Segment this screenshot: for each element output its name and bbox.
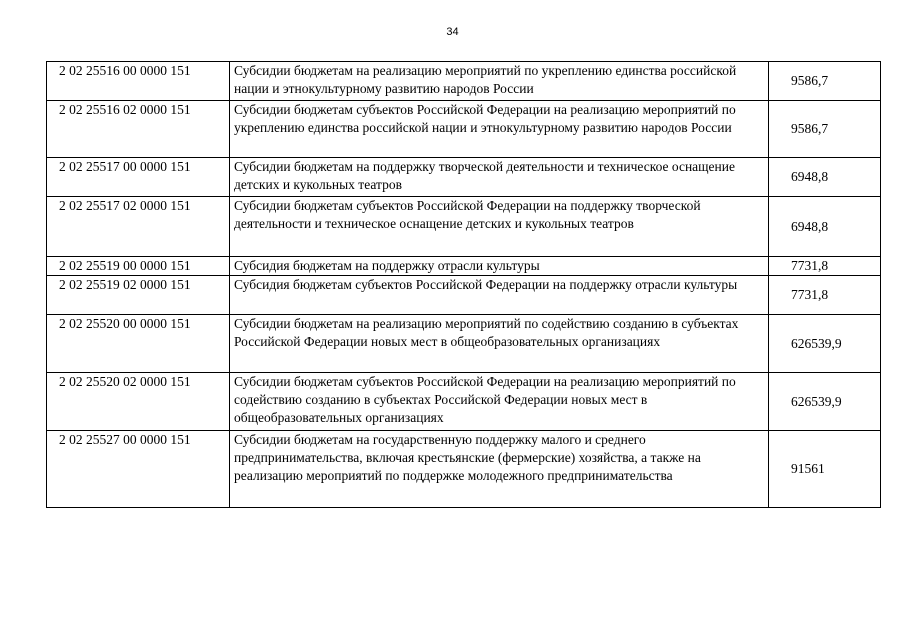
budget-code: 2 02 25519 00 0000 151 <box>47 257 230 276</box>
table-row <box>47 276 881 315</box>
table-row <box>47 315 881 373</box>
table-row <box>47 158 881 197</box>
budget-code: 2 02 25517 02 0000 151 <box>47 197 230 257</box>
table-row <box>47 101 881 158</box>
budget-code: 2 02 25527 00 0000 151 <box>47 431 230 508</box>
row-amount: 7731,8 <box>769 276 881 315</box>
row-amount: 6948,8 <box>769 197 881 257</box>
table-row <box>47 431 881 508</box>
row-description: Субсидии бюджетам субъектов Российской Федерации на поддержку творческой деятельности и техническое оснащение детских и кукольных театров <box>230 197 769 257</box>
row-description: Субсидии бюджетам на реализацию мероприятий по укреплению единства российской нации и этнокультурному развитию народов России <box>230 62 769 101</box>
row-description: Субсидии бюджетам субъектов Российской Федерации на реализацию мероприятий по содействию созданию в субъектах Российской Федерации новых мест в общеобразовательных организациях <box>230 373 769 431</box>
table-row <box>47 257 881 276</box>
table-row <box>47 197 881 257</box>
budget-code: 2 02 25520 02 0000 151 <box>47 373 230 431</box>
budget-code: 2 02 25520 00 0000 151 <box>47 315 230 373</box>
table-row <box>47 62 881 101</box>
page-number: 34 <box>446 26 459 38</box>
budget-code: 2 02 25516 02 0000 151 <box>47 101 230 158</box>
row-description: Субсидия бюджетам субъектов Российской Федерации на поддержку отрасли культуры <box>230 276 769 315</box>
budget-code: 2 02 25519 02 0000 151 <box>47 276 230 315</box>
row-description: Субсидии бюджетам на поддержку творческой деятельности и техническое оснащение детских и кукольных театров <box>230 158 769 197</box>
row-amount: 9586,7 <box>769 62 881 101</box>
row-amount: 626539,9 <box>769 373 881 431</box>
row-amount: 7731,8 <box>769 257 881 276</box>
row-description: Субсидия бюджетам на поддержку отрасли культуры <box>230 257 769 276</box>
budget-code: 2 02 25516 00 0000 151 <box>47 62 230 101</box>
table-row <box>47 373 881 431</box>
row-amount: 91561 <box>769 431 881 508</box>
row-amount: 6948,8 <box>769 158 881 197</box>
row-description: Субсидии бюджетам на реализацию мероприятий по содействию созданию в субъектах Российской Федерации новых мест в общеобразовательных организациях <box>230 315 769 373</box>
row-amount: 9586,7 <box>769 101 881 158</box>
row-description: Субсидии бюджетам на государственную поддержку малого и среднего предпринимательства, включая крестьянские (фермерские) хозяйства, а также на реализацию мероприятий по поддержке молодежного предпринимательства <box>230 431 769 508</box>
budget-code: 2 02 25517 00 0000 151 <box>47 158 230 197</box>
row-description: Субсидии бюджетам субъектов Российской Федерации на реализацию мероприятий по укреплению единства российской нации и этнокультурному развитию народов России <box>230 101 769 158</box>
budget-table <box>46 61 881 508</box>
row-amount: 626539,9 <box>769 315 881 373</box>
